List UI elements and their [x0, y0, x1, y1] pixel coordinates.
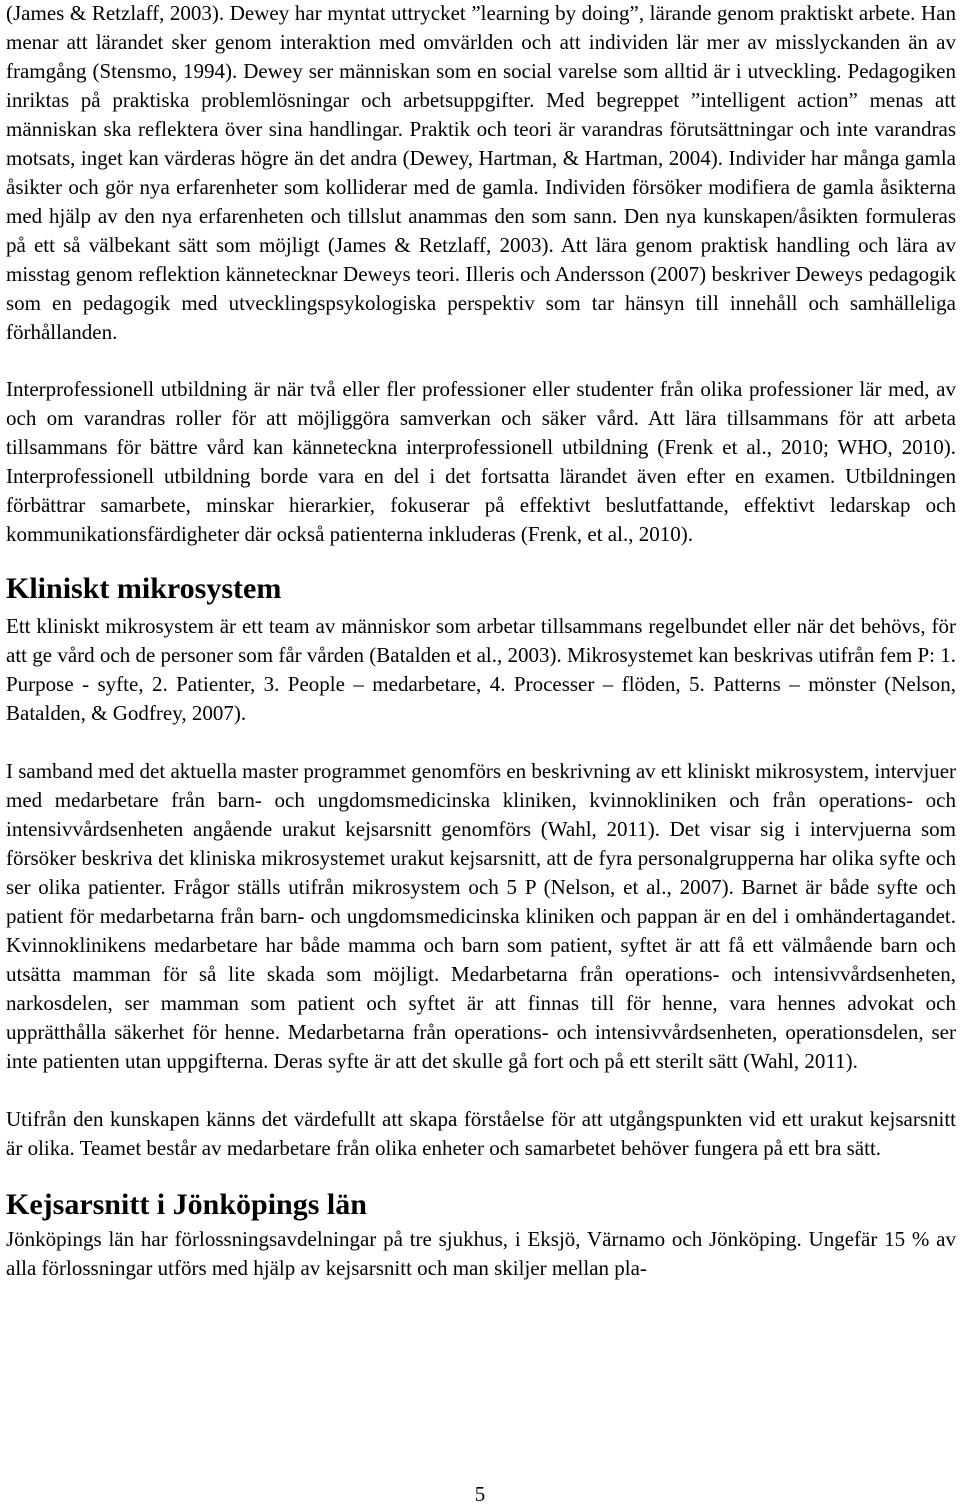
body-paragraph-mikrosystem: Ett kliniskt mikrosystem är ett team av människor som arbetar tillsammans regelbundet eller när det behövs, för att ge vård och de personer som får vården (Batalden et al., 2003). Mikrosystemet kan beskrivas utifrån fem P: 1. Purpose - syfte, 2. Patienter, 3. People – medarbetare, 4. Processer – flöden, 5. Patterns – mönster (Nelson, Batalden, & Godfrey, 2007).	[6, 614, 956, 725]
section-heading-kliniskt-mikrosystem: Kliniskt mikrosystem	[6, 572, 282, 605]
paragraph-gap	[6, 728, 956, 757]
body-paragraph-utifran: Utifrån den kunskapen känns det värdefullt att skapa förståelse för att utgångspunkten vid ett urakut kejsarsnitt är olika. Teamet består av medarbetare från olika enheter och samarbetet behöver fungera på ett bra sätt.	[6, 1107, 956, 1160]
section-heading-kejsarsnitt: Kejsarsnitt i Jönköpings län	[6, 1188, 367, 1221]
body-paragraph-dewey: (James & Retzlaff, 2003). Dewey har myntat uttrycket ”learning by doing”, lärande genom praktiskt arbete. Han menar att lärandet sker genom interaktion med omvärlden och att individen lär mer av misslyckanden än av framgång (Stensmo, 1994). Dewey ser människan som en social varelse som alltid är i utveckling. Pedagogiken inriktas på praktiska problemlösningar och arbetsuppgifter. Med begreppet ”intelligent action” menas att människan ska reflektera över sina handlingar. Praktik och teori är varandras förutsättningar och inte varandras motsats, inget kan värderas högre än det andra (Dewey, Hartman, & Hartman, 2004). Individer har många gamla åsikter och gör nya erfarenheter som kolliderar med de gamla. Individen försöker modifiera de gamla åsikterna med hjälp av den nya erfarenheten och tillslut anammas den som sann. Den nya kunskapen/åsikten formuleras på ett så välbekant sätt som möjligt (James & Retzlaff, 2003). Att lära genom praktisk handling och lära av misstag genom reflektion kännetecknar Deweys teori. Illeris och Andersson (2007) beskriver Deweys pedagogik som en pedagogik med utvecklingspsykologiska perspektiv som tar hänsyn till innehåll och samhälleliga förhållanden.	[6, 1, 956, 344]
body-paragraph-samband: I samband med det aktuella master programmet genomförs en beskrivning av ett kliniskt mikrosystem, intervjuer med medarbetare från barn- och ungdomsmedicinska kliniken, kvinnokliniken och från operations- och intensivvårdsenheten angående urakut kejsarsnitt genomförs (Wahl, 2011). Det visar sig i intervjuerna som försöker beskriva det kliniska mikrosystemet urakut kejsarsnitt, att de fyra personalgrupperna har olika syfte och ser olika patienter. Frågor ställs utifrån mikrosystem och 5 P (Nelson, et al., 2007). Barnet är både syfte och patient för medarbetarna från barn- och ungdomsmedicinska kliniken och pappan är en del i omhändertagandet. Kvinnoklinikens medarbetare har både mamma och barn som patient, syftet är att få ett välmående barn och utsätta mamman för så lite skada som möjligt. Medarbetarna från operations- och intensivvårdsenheten, narkosdelen, ser mamman som patient och syftet är att finnas till för henne, vara hennes advokat och upprätthålla säkerhet för henne. Medarbetarna från operations- och intensivvårdsenheten, operationsdelen, ser inte patienten utan uppgifterna. Deras syfte är att det skulle gå fort och på ett sterilt sätt (Wahl, 2011).	[6, 759, 957, 1073]
document-page	[6, 0, 956, 1283]
page-number: 5	[474, 1482, 486, 1506]
body-paragraph-interprofessional: Interprofessionell utbildning är när två eller fler professioner eller studenter från olika professioner lär med, av och om varandras roller för att möjliggöra samverkan och säker vård. Att lära tillsammans för att arbeta tillsammans för bättre vård kan känneteckna interprofessionell utbildning (Frenk et al., 2010; WHO, 2010). Interprofessionell utbildning borde vara en del i det fortsatta lärandet även efter en examen. Utbildningen förbättrar samarbete, minskar hierarkier, fokuserar på effektivt beslutfattande, effektivt ledarskap och kommunikationsfärdigheter där också patienterna inkluderas (Frenk, et al., 2010).	[6, 377, 956, 546]
paragraph-gap	[6, 347, 956, 376]
paragraph-gap	[6, 1076, 956, 1105]
body-paragraph-jonkoping: Jönköpings län har förlossningsavdelningar på tre sjukhus, i Eksjö, Värnamo och Jönköping. Ungefär 15 % av alla förlossningar utförs med hjälp av kejsarsnitt och man skiljer mellan pla-	[6, 1227, 956, 1280]
